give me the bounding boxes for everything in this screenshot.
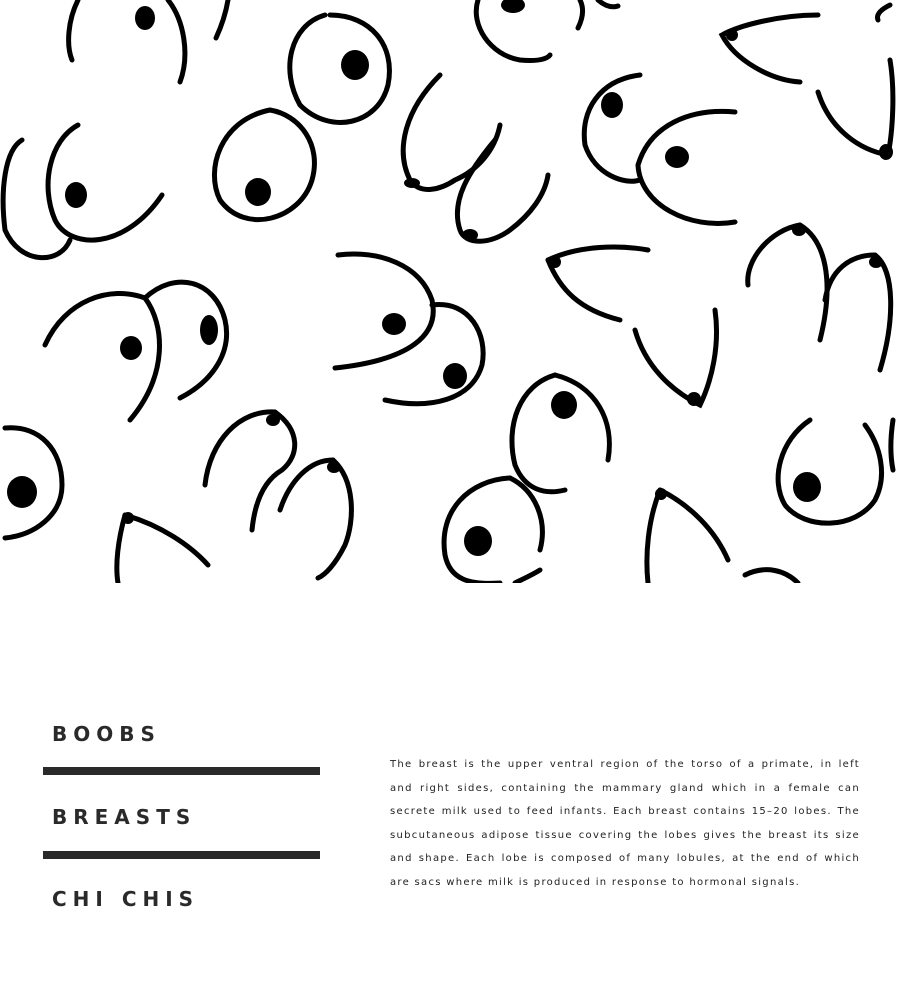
description-paragraph: The breast is the upper ventral region of the torso of a primate, in left and right sides, containing the mammary gland which in a female can secrete milk used to feed infants. Each breast contains 15–20 lobes. The subcutaneous adipose tissue covering the lobes gives the breast its size and shape. Each lobe is composed of many lobules, at the end of which are sacs where milk is produced in response to hormonal signals. — [390, 759, 860, 888]
term-breasts: BREASTS — [52, 805, 197, 829]
divider-rule — [43, 767, 320, 775]
divider-rule — [43, 851, 320, 859]
term-chi-chis: CHI CHIS — [52, 887, 200, 911]
term-boobs: BOOBS — [52, 722, 161, 746]
